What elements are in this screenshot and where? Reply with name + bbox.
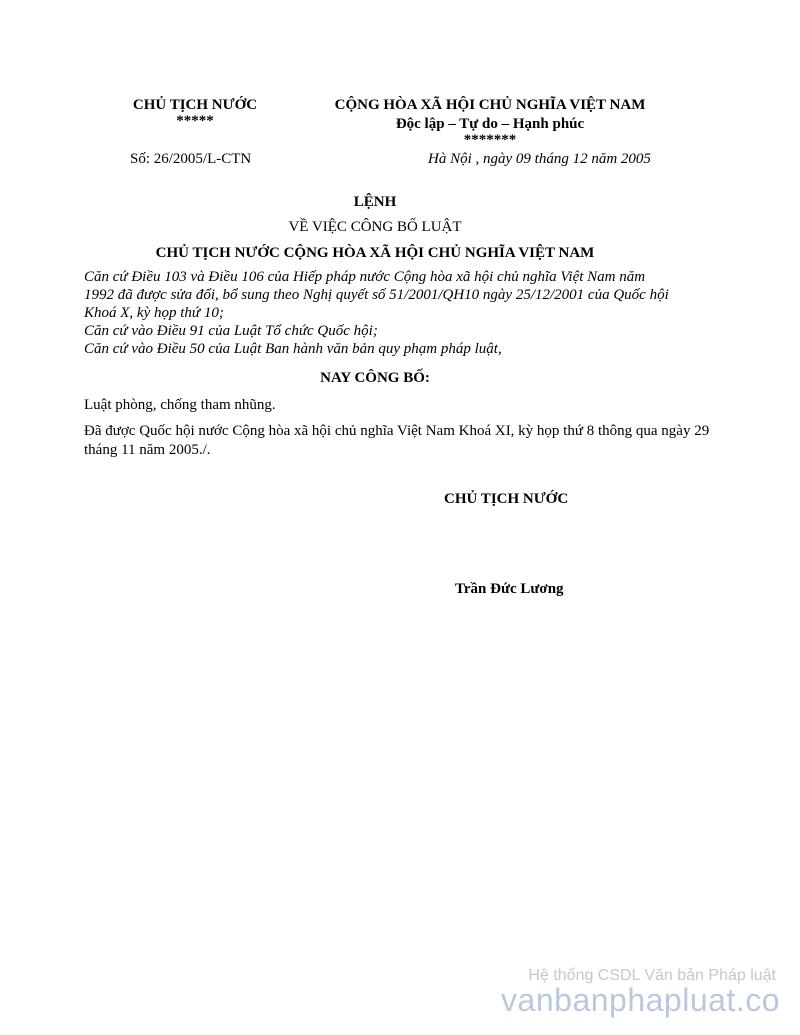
document-type-title: LỆNH [353,194,397,210]
basis-line: Căn cứ vào Điều 91 của Luật Tổ chức Quốc hội; [84,323,378,339]
issuer-title: CHỦ TỊCH NƯỚC CỘNG HÒA XÃ HỘI CHỦ NGHĨA VIỆT NAM [155,245,595,261]
country-name: CỘNG HÒA XÃ HỘI CHỦ NGHĨA VIỆT NAM [334,97,646,113]
document-subject: VỀ VIỆC CÔNG BỐ LUẬT [288,219,462,235]
watermark-site: vanbanphapluat.co [501,982,780,1018]
basis-line: 1992 đã được sửa đổi, bổ sung theo Nghị quyết số 51/2001/QH10 ngày 25/12/2001 của Quốc hội [84,287,669,303]
signature-title: CHỦ TỊCH NƯỚC [444,491,569,507]
document-number: Số: 26/2005/L-CTN [130,151,252,167]
basis-line: Căn cứ vào Điều 50 của Luật Ban hành văn bản quy phạm pháp luật, [84,341,502,357]
office-stars: ***** [176,113,214,129]
basis-line: Căn cứ Điều 103 và Điều 106 của Hiếp pháp nước Cộng hòa xã hội chủ nghĩa Việt Nam năm [84,269,646,285]
header-right-block [300,96,680,146]
header-left-block [110,96,280,127]
signer-name: Trần Đức Lương [455,581,564,597]
watermark-caption: Hệ thống CSDL Văn bản Pháp luật [528,967,776,984]
motto-stars: ******* [463,132,517,148]
announce-heading: NAY CÔNG BỐ: [320,370,430,386]
legal-basis [84,268,704,358]
national-motto: Độc lập – Tự do – Hạnh phúc [395,116,585,132]
basis-line: Khoá X, kỳ họp thứ 10; [84,305,224,321]
issuing-office: CHỦ TỊCH NƯỚC [132,97,258,113]
document-date: Hà Nội , ngày 09 tháng 12 năm 2005 [428,151,651,167]
law-name: Luật phòng, chống tham nhũng. [84,397,276,413]
passed-statement: Đã được Quốc hội nước Cộng hòa xã hội chủ nghĩa Việt Nam Khoá XI, kỳ họp thứ 8 thông qua ngày 29 tháng 11 năm 2005./. [84,423,710,458]
